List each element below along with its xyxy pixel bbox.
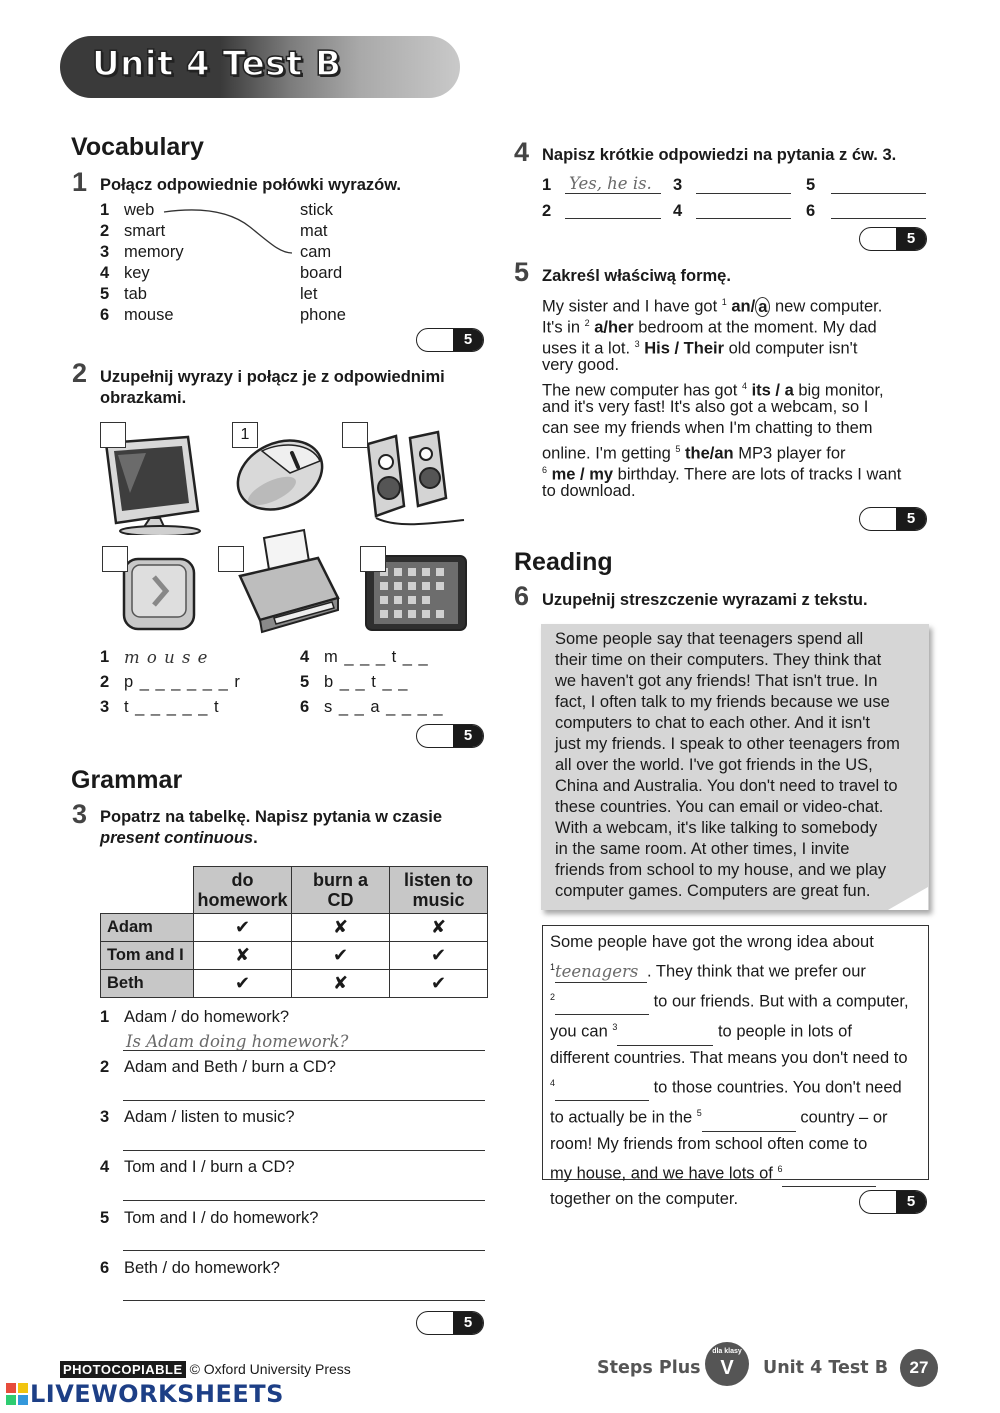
item-number: 3 xyxy=(100,1108,110,1126)
score-badge: 5 xyxy=(859,507,927,531)
answer-line[interactable] xyxy=(123,1250,485,1251)
answer-line[interactable] xyxy=(696,193,791,194)
table-header: do homework xyxy=(194,867,292,914)
summary-gap xyxy=(555,989,649,1015)
exercise-instruction: Uzupełnij streszczenie wyrazami z tekstu. xyxy=(542,591,868,609)
score-badge: 5 xyxy=(416,1311,484,1335)
ex5-text-line: My sister and I have got $^1$ an/ a new computer. xyxy=(542,297,883,316)
item-number: 6 xyxy=(300,698,310,716)
summary-gap xyxy=(782,1161,876,1187)
table-header: burn a CD xyxy=(292,867,390,914)
section-title-vocabulary: Vocabulary xyxy=(71,133,204,161)
item-number: 4 xyxy=(300,648,310,666)
exercise-instruction: Napisz krótkie odpowiedzi na pytania z ćw. 3. xyxy=(542,146,897,164)
exercise-instruction: Uzupełnij wyrazy i połącz je z odpowiednimi obrazkami. xyxy=(100,368,445,407)
score-badge: 5 xyxy=(416,724,484,748)
score-badge: 5 xyxy=(859,227,927,251)
item-number: 6 xyxy=(100,306,110,324)
answer-example[interactable]: Is Adam doing homework? xyxy=(126,1032,349,1051)
item-number: 4 xyxy=(100,1158,110,1176)
score-badge: 5 xyxy=(859,1190,927,1214)
picture-answer-box[interactable]: 1 xyxy=(232,422,258,448)
exercise-number: 3 xyxy=(72,799,88,829)
item-number: 4 xyxy=(673,202,683,220)
question-prompt: Tom and I / burn a CD? xyxy=(124,1158,295,1176)
word-half[interactable]: tab xyxy=(124,285,147,303)
question-prompt: Tom and I / do homework? xyxy=(124,1209,319,1227)
ex5-text-line: very good. xyxy=(542,356,620,374)
picture-answer-box[interactable] xyxy=(102,546,128,572)
item-number: 1 xyxy=(100,201,110,219)
grammar-table xyxy=(100,866,488,998)
footer-unit: Unit 4 Test B xyxy=(763,1358,889,1378)
question-prompt: Beth / do homework? xyxy=(124,1259,280,1277)
word-half[interactable]: smart xyxy=(124,222,166,240)
picture-answer-box[interactable] xyxy=(342,422,368,448)
key-picture xyxy=(120,555,200,635)
word-half[interactable]: board xyxy=(300,264,343,282)
word-half[interactable]: let xyxy=(300,285,318,303)
item-number: 1 xyxy=(100,648,110,666)
item-number: 3 xyxy=(100,698,110,716)
item-number: 6 xyxy=(806,202,816,220)
answer-line[interactable] xyxy=(123,1200,485,1201)
picture-answer-box[interactable] xyxy=(218,546,244,572)
item-number: 4 xyxy=(100,264,110,282)
ex5-text-line: uses it a lot. $^3$ His / Their old computer isn't xyxy=(542,339,858,358)
exercise-number: 1 xyxy=(72,167,88,197)
section-title-grammar: Grammar xyxy=(71,766,183,794)
question-prompt: Adam / do homework? xyxy=(124,1008,290,1026)
page-number: 27 xyxy=(900,1349,938,1387)
answer-line[interactable] xyxy=(123,1150,485,1151)
table-header: listen to music xyxy=(390,867,488,914)
exercise-number: 4 xyxy=(514,137,530,167)
question-prompt: Adam / listen to music? xyxy=(124,1108,295,1126)
word-gap-answer[interactable]: m o u s e xyxy=(124,648,209,667)
liveworksheets-logo: LIVEWORKSHEETS xyxy=(6,1380,284,1408)
ex5-text-line: $^6$ me / my birthday. There are lots of tracks I want xyxy=(542,465,902,484)
item-number: 5 xyxy=(806,176,816,194)
item-number: 3 xyxy=(100,243,110,261)
answer-line[interactable] xyxy=(123,1300,485,1301)
page-title: Unit 4 Test B xyxy=(92,44,342,84)
score-badge: 5 xyxy=(416,328,484,352)
summary-gap xyxy=(702,1106,796,1132)
footer-copyright: PHOTOCOPIABLE © Oxford University Press xyxy=(60,1361,351,1377)
ex5-text-line: It's in $^2$ a/her bedroom at the moment. My dad xyxy=(542,318,877,337)
ex5-text-line: The new computer has got $^4$ its / a big monitor, xyxy=(542,381,884,400)
item-number: 5 xyxy=(300,673,310,691)
picture-answer-box[interactable] xyxy=(360,546,386,572)
answer-line[interactable] xyxy=(123,1100,485,1101)
ex5-text-line: and it's very fast! It's also got a webcam, so I xyxy=(542,398,869,416)
word-half[interactable]: cam xyxy=(300,243,332,261)
ex5-text-line: online. I'm getting $^5$ the/an MP3 player for xyxy=(542,444,846,463)
reading-text: Some people say that teenagers spend all their time on their computers. They think that we haven't got any friends! That isn't true. In fact, I often talk to my friends because we use computers to chat to each other. And it isn't just my friends. I speak to other teenagers from all over the world. I've got friends in the US, China and Australia. You don't need to travel to these countries. You can email or video-chat. With a webcam, it's like talking to somebody in the same room. At other times, I invite friends from school to my house, and we play computer games. Computers are great fun. xyxy=(555,630,900,900)
word-gap[interactable]: t _ _ _ _ _ t xyxy=(124,698,220,716)
exercise-number: 2 xyxy=(72,358,88,388)
word-half[interactable]: key xyxy=(124,264,150,282)
summary-text: Some people have got the wrong idea about $^1$teenagers . They think that we prefer our $^2$ to our friends. But with a computer, you can $^3$ to people in lots of different countries. That means you don't need to $^4$ to those countries. You don't need to actually be in the $^5$ country – or room! My friends from school often come to my house, and we have lots of $^6$ together on the computer. xyxy=(550,933,909,1208)
item-number: 1 xyxy=(100,1008,110,1026)
word-gap[interactable]: m _ _ _ t _ _ xyxy=(324,648,429,666)
table-row: Beth ✔ ✘ ✔ xyxy=(101,970,488,998)
logo-squares-icon xyxy=(6,1383,28,1405)
item-number: 6 xyxy=(100,1259,110,1277)
match-line xyxy=(160,205,300,261)
item-number: 2 xyxy=(542,202,552,220)
summary-gap xyxy=(617,1020,713,1046)
item-number: 2 xyxy=(100,673,110,691)
item-number: 5 xyxy=(100,285,110,303)
summary-gap-answer: teenagers xyxy=(555,962,647,983)
word-half[interactable]: mat xyxy=(300,222,328,240)
summary-gap xyxy=(555,1075,649,1101)
question-prompt: Adam and Beth / burn a CD? xyxy=(124,1058,336,1076)
word-gap[interactable]: p _ _ _ _ _ _ r xyxy=(124,673,241,691)
item-number: 3 xyxy=(673,176,683,194)
item-number: 5 xyxy=(100,1209,110,1227)
table-row: Tom and I ✘ ✔ ✔ xyxy=(101,942,488,970)
word-gap[interactable]: b _ _ t _ _ xyxy=(324,673,409,691)
exercise-number: 6 xyxy=(514,581,530,611)
word-half[interactable]: memory xyxy=(124,243,184,261)
section-title-reading: Reading xyxy=(514,548,613,576)
answer-line[interactable] xyxy=(565,193,661,194)
word-gap[interactable]: s _ _ a _ _ _ _ xyxy=(324,698,444,716)
item-number: 1 xyxy=(542,176,552,194)
word-half[interactable]: phone xyxy=(300,306,346,324)
item-number: 2 xyxy=(100,222,110,240)
series-name: Steps Plus xyxy=(597,1358,701,1378)
exercise-instruction: Połącz odpowiednie połówki wyrazów. xyxy=(100,176,402,194)
word-half[interactable]: mouse xyxy=(124,306,174,324)
exercise-number: 5 xyxy=(514,257,530,287)
picture-answer-box[interactable] xyxy=(100,422,126,448)
answer-example[interactable]: Yes, he is. xyxy=(569,174,652,193)
item-number: 2 xyxy=(100,1058,110,1076)
ex5-text-line: can see my friends when I'm chatting to them xyxy=(542,419,873,437)
word-half[interactable]: stick xyxy=(300,201,333,219)
exercise-instruction: Popatrz na tabelkę. Napisz pytania w czasie present continuous. xyxy=(100,808,443,847)
answer-line[interactable] xyxy=(831,193,926,194)
answer-line[interactable] xyxy=(831,218,926,219)
answer-line[interactable] xyxy=(696,218,791,219)
printer-picture xyxy=(234,528,344,636)
answer-line[interactable] xyxy=(565,218,661,219)
ex5-text-line: to download. xyxy=(542,482,636,500)
answer-line[interactable] xyxy=(123,1050,485,1051)
level-badge: dla klasy V xyxy=(705,1342,749,1386)
word-half[interactable]: web xyxy=(124,201,155,219)
table-row: Adam ✔ ✘ ✘ xyxy=(101,914,488,942)
exercise-instruction: Zakreśl właściwą formę. xyxy=(542,267,731,285)
